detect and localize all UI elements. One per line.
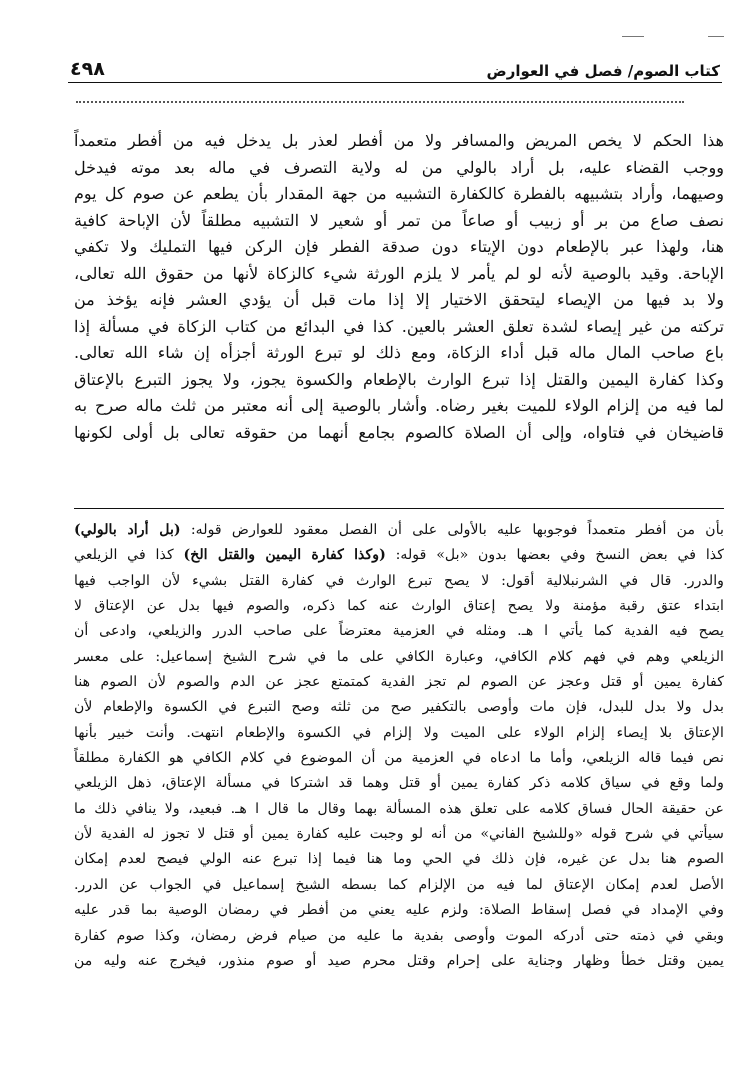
footnote-text-run: كذا في بعض النسخ وفي بعضها بدون «بل» قوله: [385,547,724,564]
page-number: ٤٩٨ [70,58,105,80]
header-rule [68,82,722,83]
footnote-line: سيأتي في شرح قوله «وللشيخ الفاني» من أنه لو وجبت عليه كفارة يمين أو قتل لا تجوز له الفدية لأن [74,826,724,843]
footnote-line: وبقي في ذمته حتى أدركه الموت وأوصى بفدية ما عليه من صيام فرض رمضان، وكذا صوم كفارة [74,927,724,944]
footnote-line [74,543,724,568]
running-title: كتاب الصوم/ فصل في العوارض [486,62,720,80]
footnote-line: الزيلعي وهم في فهم كلام الكافي، وعبارة الكافي على ما في شرح الشيخ إسماعيل: على معسر [74,648,724,665]
text-line: وصيهما، وأراد بتشبيهه بالفطرة كالكفارة التشبيه من جهة المقدار بأن يطعم عن صوم كل يوم [74,184,724,203]
footnote-text-run: كذا في الزيلعي [74,547,184,564]
footnote-line: عن حقيقة الحال فساق كلامه على تعلق هذه المسألة بهما وقال ما قال ا هـ. فبعيد، ولا ينافي ذلك ما [74,800,724,817]
footnote-text-run: بأن من أفطر متعمداً فوجوبها عليه بالأولى على أن الفصل معقود للعوارض قوله: [180,522,724,538]
footnote-line: والدرر. قال في الشرنبلالية أقول: لا يصح تبرع الوارث في كفارة القتل بشيء لأن الواجب فيها [74,572,724,589]
footnote-separator [74,508,724,509]
footnote-line: ولما وقع في سياق كلامه ذكر كفارة يمين أو قتل وهما قد اشتركا في مسألة الإعتاق، ذهل الزيلعي [74,775,724,792]
text-line: لما فيه من إلزام الولاء للميت بغير رضاه. وأشار بالوصية إلى أنه معتبر من ثلث ماله صرح به [74,396,724,415]
footnote-line: كفارة يمين أو قتل وعجز عن الصوم لم تجز الفدية كمتمتع عجز عن الدم والصوم لأن الصوم هنا [74,674,724,691]
footnote-line: بدل ولا بدل للبدل، فإن مات وأوصى بالتكفير صح من ثلثه وصح التبرع في الكسوة والإطعام لأن [74,699,724,716]
main-text [74,128,724,446]
text-line: وكذا كفارة اليمين والقتل إذا تبرع الوارث بالإطعام والكسوة يجوز، ولا يجوز التبرع بالإعتاق [74,369,724,389]
footnote-text [74,518,724,974]
top-mark [708,36,724,37]
footnote-line: يصح فيه الفدية كما يأتي ا هـ. ومثله في العزمية معترضاً على صاحب الدرر والزيلعي، وادعى أن [74,623,724,640]
text-line: ووجب القضاء عليه، بل أراد بالولي من له ولاية التصرف في ماله بعد موته فيدخل [74,157,724,177]
footnote-line: يمين وقتل خطأ وظهار وجناية على إحرام وقتل محرم صيد أو صوم منذور، فيخرج عنه وليه من [74,952,724,969]
text-line: تركته من غير إيصاء لشدة تعلق العشر بالعين. كذا في البدائع من كتاب الزكاة في مسألة إذا [74,316,724,336]
footnote-line: الإعتاق بلا إيصاء إلزام الولاء على الميت ولا إلزام في الكسوة والإطعام انتهت. وأنت خبير بأنها [74,724,724,741]
footnote-line: الأصل لعدم إمكان الإعتاق لما فيه من الإلزام كما بسطه الشيخ إسماعيل في الجواب عن الدرر. [74,876,724,893]
text-line: نصف صاع من بر أو زبيب أو صاعاً من تمر أو شعير لا التشبيه مطلقاً لأن الإباحة كافية [74,210,724,230]
text-line: الإباحة. وقيد بالوصية لأنه لو لم يأمر لا يلزم الورثة شيء كالزكاة لأنها من حقوق الله تعالى، [74,263,724,283]
top-mark [622,36,644,37]
footnote-line: وفي الإمداد في فصل إسقاط الصلاة: ولزم عليه يعني من أفطر في رمضان الوصية بما قدر عليه [74,902,724,919]
text-line: باع صاحب المال ماله قبل أداء الزكاة، ومع ذلك لو تبرع الورثة أجزأه إن شاء الله تعالى. [74,343,724,362]
quoted-phrase: (وكذا كفارة اليمين والقتل الخ) [183,547,386,564]
footnote-line: الصوم هنا بدل عن غيره، فإن ذلك في الحي وما هنا فيما إذا تبرع عنه الولي فيصح لعدم إمكان [74,851,724,868]
page-header [70,50,720,80]
text-line: هذا الحكم لا يخص المريض والمسافر ولا من أفطر لعذر بل يدخل فيه من أفطر متعمداً [74,131,724,150]
text-line: هنا، ولهذا عبر بالإطعام دون الإيتاء دون صدقة الفطر فإن الركن فيها التمليك ولا تكفي [74,237,724,256]
dotted-separator [76,101,684,103]
footnote-line [74,518,724,543]
footnote-line: ابتداء عتق رقبة مؤمنة ولا يصح إعتاق الوارث عنه كما ذكره، والصوم فيها بدل عن الإعتاق لا [74,598,724,615]
text-line: قاضيخان في فتاواه، وإلى أن الصلاة كالصوم بجامع أنهما من حقوقه تعالى بل أولى لكونها [74,422,724,442]
text-line: ولا بد فيها من الإيصاء ليتحقق الاختيار إلا إذا مات قبل أن يؤدي العشر فإنه يؤخذ من [74,290,724,309]
quoted-phrase: (بل أراد بالولي) [74,522,181,538]
footnote-line: نص فيما قاله الزيلعي، وأما ما ادعاه في العزمية من أن الموضوع في كلام الكافي هو الكفارة مطلقاً [74,750,724,767]
